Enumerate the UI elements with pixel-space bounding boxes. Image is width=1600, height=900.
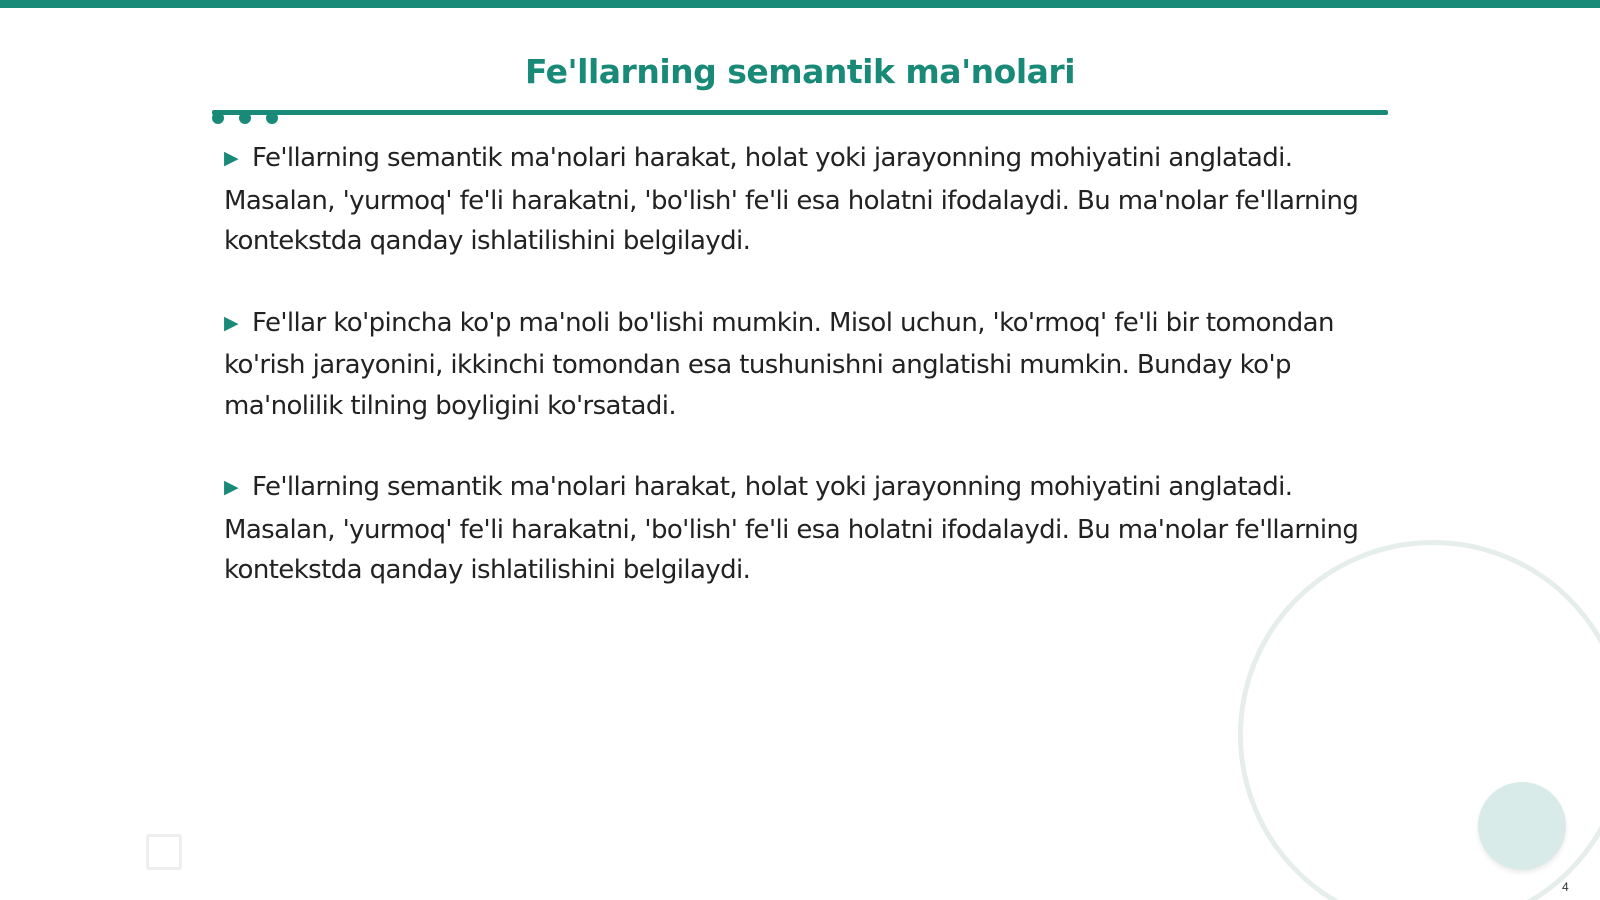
page-number: 4 xyxy=(1562,880,1569,894)
bullet-text: Fe'llar ko'pincha ko'p ma'noli bo'lishi mumkin. Misol uchun, 'ko'rmoq' fe'li bir tomondan ko'rish jarayonini, ikkinchi tomondan esa tushunishni anglatishi mumkin. Bunday ko'p ma'nolilik tilning boyligini ko'rsatadi. xyxy=(224,307,1334,421)
triangle-right-icon: ▶ xyxy=(224,476,239,498)
top-accent-bar xyxy=(0,0,1600,8)
triangle-right-icon: ▶ xyxy=(224,311,239,334)
bullet-text: Fe'llarning semantik ma'nolari harakat, holat yoki jarayonning mohiyatini anglatadi. Masalan, 'yurmoq' fe'li harakatni, 'bo'lish' fe'li esa holatni ifodalaydi. Bu ma'nolar fe'llarning kontekstda qanday ishlatilishini belgilaydi. xyxy=(224,472,1359,585)
decorative-square xyxy=(146,834,182,870)
bullet-item xyxy=(224,467,1364,591)
bullet-list xyxy=(224,138,1364,632)
title-underline xyxy=(212,110,1388,115)
underline-dot xyxy=(266,112,278,124)
decorative-circle xyxy=(1478,782,1566,870)
underline-dot xyxy=(212,112,224,124)
triangle-right-icon: ▶ xyxy=(224,147,239,169)
bullet-text: Fe'llarning semantik ma'nolari harakat, holat yoki jarayonning mohiyatini anglatadi. Masalan, 'yurmoq' fe'li harakatni, 'bo'lish' fe'li esa holatni ifodalaydi. Bu ma'nolar fe'llarning kontekstda qanday ishlatilishini belgilaydi. xyxy=(224,143,1359,256)
bullet-item xyxy=(224,303,1364,427)
bullet-item xyxy=(224,138,1364,262)
slide-title: Fe'llarning semantik ma'nolari xyxy=(524,52,1076,91)
underline-dot xyxy=(239,112,251,124)
